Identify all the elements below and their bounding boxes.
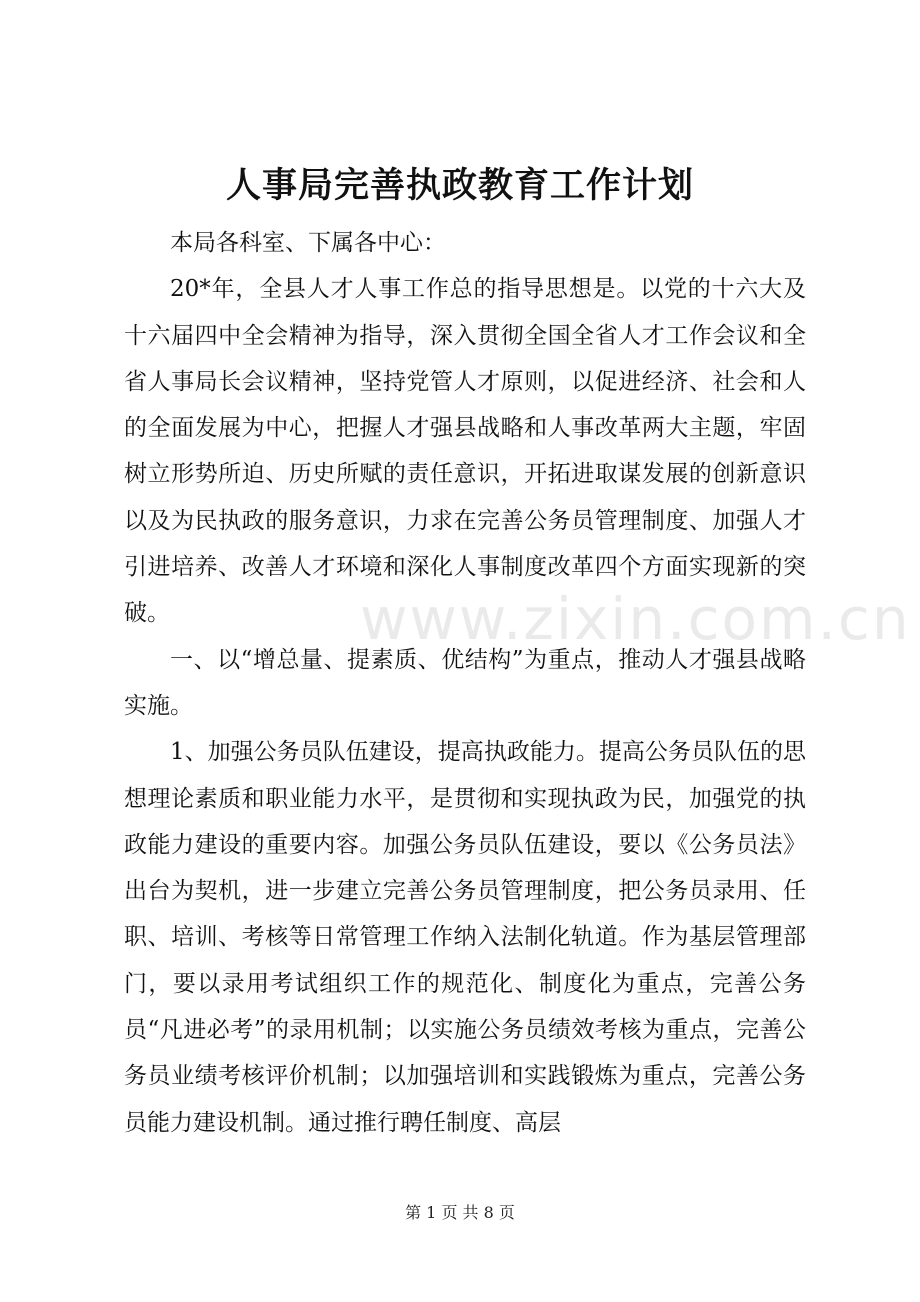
page-footer: 第 1 页 共 8 页 xyxy=(405,1203,515,1222)
document-body xyxy=(124,220,806,1146)
watermark: www.zixin.com.cn xyxy=(360,585,911,653)
guiding-thought-paragraph: 20*年，全县人才人事工作总的指导思想是。以党的十六大及十六届四中全会精神为指导，深入贯彻全国全省人才工作会议和全省人事局长会议精神，坚持党管人才原则，以促进经济、社会和人的全面发展为中心，把握人才强县战略和人事改革两大主题，牢固树立形势所迫、历史所赋的责任意识，开拓进取谋发展的创新意识以及为民执政的服务意识，力求在完善公务员管理制度、加强人才引进培养、改善人才环境和深化人事制度改革四个方面实现新的突破。 xyxy=(124,276,806,627)
salutation-paragraph: 本局各科室、下属各中心： xyxy=(170,230,446,256)
item-one-paragraph: 1、加强公务员队伍建设，提高执政能力。提高公务员队伍的思想理论素质和职业能力水平，是贯彻和实现执政为民，加强党的执政能力建设的重要内容。加强公务员队伍建设，要以《公务员法》出台为契机，进一步建立完善公务员管理制度，把公务员录用、任职、培训、考核等日常管理工作纳入法制化轨道。作为基层管理部门，要以录用考试组织工作的规范化、制度化为重点，完善公务员“凡进必考”的录用机制；以实施公务员绩效考核为重点，完善公务员业绩考核评价机制；以加强培训和实践锻炼为重点，完善公务员能力建设机制。通过推行聘任制度、高层 xyxy=(124,739,806,1136)
document-title: 人事局完善执政教育工作计划 xyxy=(225,165,694,206)
section-one-heading: 一、以“增总量、提素质、优结构”为重点，推动人才强县战略实施。 xyxy=(124,646,806,719)
